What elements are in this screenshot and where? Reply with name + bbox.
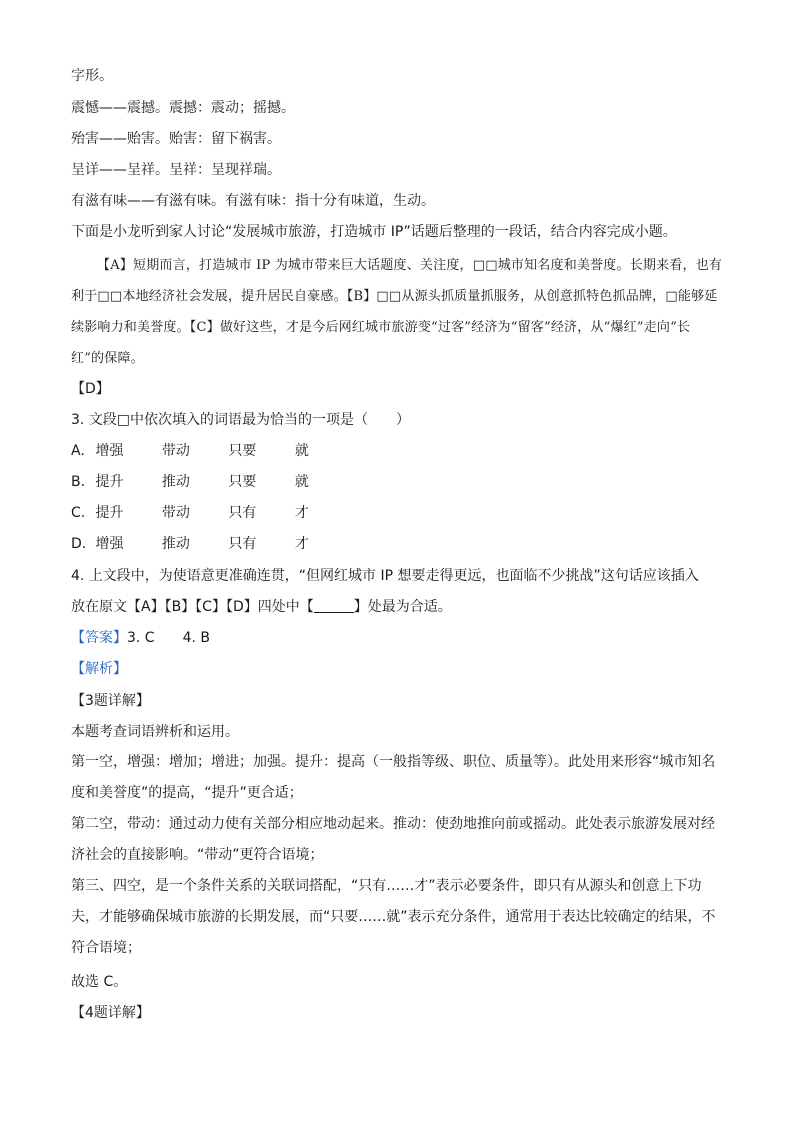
text-line: 下面是小龙听到家人讨论“发展城市旅游，打造城市 IP”话题后整理的一段话，结合内容完成小题。 [71, 224, 677, 240]
text-line: 字形。 [71, 68, 113, 84]
detail-3-p2: 第一空，增强：增加；增进；加强。提升：提高（一般指等级、职位、质量等）。此处用来形容“城市知名度和美誉度”的提高，“提升”更合适； [71, 754, 716, 801]
option-word: 带动 [161, 505, 190, 521]
question-4-stem-cont [71, 597, 452, 617]
detail-3-p5: 故选 C。 [71, 974, 128, 990]
option-word: 就 [294, 474, 309, 490]
option-word: 只要 [228, 443, 257, 459]
marker-d: 【D】 [71, 381, 110, 397]
analysis-label: 【解析】 [71, 661, 127, 677]
detail-3-p4: 第三、四空，是一个条件关系的关联词搭配，“只有……才”表示必要条件，即只有从源头和创意上下功夫，才能够确保城市旅游的长期发展，而“只要……就”表示充分条件，通常用于表达比较确定的结果，不符合语境； [71, 878, 716, 956]
text-line: 有滋有味——有滋有味。有滋有味：指十分有味道，生动。 [71, 193, 435, 209]
option-word: 只有 [228, 536, 257, 552]
option-word: 增强 [95, 443, 124, 459]
option-word: 推动 [161, 536, 190, 552]
option-word: 增强 [95, 536, 124, 552]
text-line: 殆害——贻害。贻害：留下祸害。 [71, 131, 281, 147]
option-word: 提升 [95, 505, 124, 521]
answer-label: 【答案】 [71, 630, 127, 646]
reading-passage: 【A】短期而言，打造城市 IP 为城市带来巨大话题度、关注度，□□城市知名度和美誉度。长期来看，也有利于□□本地经济社会发展，提升居民自豪感。【B】□□从源头抓质量抓服务，从创意抓特色抓品牌，□能够延续影响力和美誉度。【C】做好这些，才是今后网红城市旅游变“过客”经济为“留客”经济，从“爆红”走向“长红”的保障。 [71, 258, 723, 366]
question-3-stem: 3. 文段□中依次填入的词语最为恰当的一项是（ ） [71, 412, 411, 428]
detail-4-label: 【4题详解】 [71, 1005, 150, 1021]
option-letter: C. [71, 505, 86, 521]
option-b [71, 472, 309, 492]
option-d [71, 534, 309, 554]
question-4-text: 】处最为合适。 [353, 599, 452, 615]
question-4-stem: 4. 上文段中，为使语意更准确连贯，“但网红城市 IP 想要走得更远，也面临不少挑战”这句话应该插入 [71, 568, 699, 584]
text-line: 震憾——震撼。震撼：震动；摇撼。 [71, 100, 295, 116]
detail-3-p3: 第二空，带动：通过动力使有关部分相应地动起来。推动：使劲地推向前或摇动。此处表示旅游发展对经济社会的直接影响。“带动”更符合语境； [71, 816, 715, 863]
answer-line [71, 628, 210, 648]
option-word: 推动 [161, 474, 190, 490]
option-a [71, 441, 309, 461]
option-letter: B. [71, 474, 86, 490]
answer-blank [314, 598, 354, 613]
answer-text: 3. C 4. B [127, 630, 210, 646]
option-letter: A. [71, 443, 85, 459]
option-c [71, 503, 309, 523]
option-letter: D. [71, 536, 87, 552]
option-word: 只有 [228, 505, 257, 521]
text-line: 呈详——呈祥。呈祥：呈现祥瑞。 [71, 162, 281, 178]
question-4-text: 放在原文【A】【B】【C】【D】四处中【 [71, 599, 314, 615]
detail-3-label: 【3题详解】 [71, 693, 150, 709]
option-word: 只要 [228, 474, 257, 490]
option-word: 就 [294, 443, 309, 459]
detail-3-p1: 本题考查词语辨析和运用。 [71, 724, 239, 740]
option-word: 才 [294, 505, 309, 521]
option-word: 才 [294, 536, 309, 552]
option-word: 带动 [161, 443, 190, 459]
option-word: 提升 [95, 474, 124, 490]
